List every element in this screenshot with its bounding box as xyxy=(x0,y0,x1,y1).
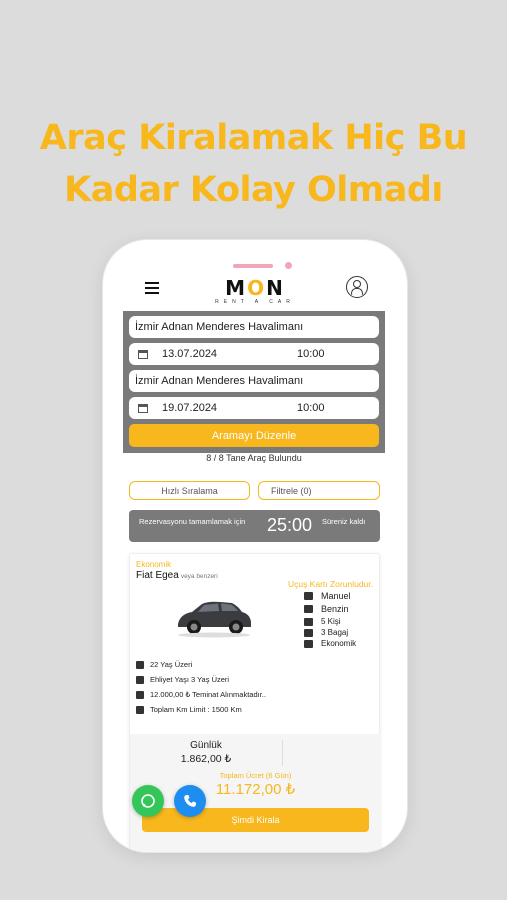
total-label: Toplam Ücret (6 Gün) xyxy=(219,771,292,780)
edit-search-button[interactable]: Aramayı Düzenle xyxy=(129,424,379,447)
camera-dot xyxy=(285,262,292,269)
car-class-icon xyxy=(304,640,313,648)
car-model: Fiat Egea veya benzeri xyxy=(136,570,218,581)
spec-seats: 5 Kişi xyxy=(304,616,356,627)
rental-conditions xyxy=(136,657,266,717)
results-count: 8 / 8 Tane Araç Bulundu xyxy=(206,453,302,463)
whatsapp-glyph xyxy=(140,793,156,809)
calendar-icon xyxy=(136,661,144,669)
phone-icon[interactable] xyxy=(174,785,206,817)
quick-sort-button[interactable]: Hızlı Sıralama xyxy=(129,481,250,500)
timer-clock: 25:00 xyxy=(267,515,313,535)
road-icon xyxy=(136,706,144,714)
user-icon[interactable] xyxy=(346,276,368,298)
return-date: 19.07.2024 xyxy=(162,402,218,414)
headline xyxy=(0,112,507,216)
spec-fuel: Benzin xyxy=(304,603,356,617)
pickup-date: 13.07.2024 xyxy=(162,348,218,360)
pickup-time[interactable]: 10:00 xyxy=(297,348,325,360)
speaker-notch xyxy=(233,264,273,268)
car-image xyxy=(174,594,254,638)
fuel-icon xyxy=(304,605,313,613)
car-card xyxy=(129,553,380,852)
price-divider xyxy=(282,740,283,766)
calendar-icon xyxy=(138,350,148,359)
return-location-field[interactable]: İzmir Adnan Menderes Havalimanı xyxy=(129,370,379,392)
calendar-icon xyxy=(138,404,148,413)
return-date-field[interactable] xyxy=(129,397,379,419)
logo[interactable] xyxy=(207,278,303,306)
logo-mark: MON xyxy=(225,276,285,300)
car-category: Ekonomik xyxy=(136,560,172,569)
daily-label: Günlük xyxy=(190,740,222,751)
flight-card-note: Uçuş Kartı Zorunludur. xyxy=(287,579,373,589)
spec-luggage: 3 Bagaj xyxy=(304,627,356,638)
car-specs xyxy=(304,589,356,649)
phone-glyph xyxy=(182,793,198,809)
reservation-timer xyxy=(129,510,380,542)
search-panel xyxy=(123,311,385,453)
people-icon xyxy=(304,618,313,626)
timer-right-text: Süreniz kaldı xyxy=(322,517,366,526)
menu-icon[interactable] xyxy=(145,282,159,294)
rent-now-button[interactable]: Şimdi Kirala xyxy=(142,808,369,832)
condition-license: Ehliyet Yaşı 3 Yaş Üzeri xyxy=(136,672,266,687)
gear-icon xyxy=(304,592,313,600)
timer-left-text: Rezervasyonu tamamlamak için xyxy=(139,517,246,526)
headline-line-1: Araç Kiralamak Hiç Bu xyxy=(39,118,468,158)
luggage-icon xyxy=(304,629,313,637)
pickup-date-field[interactable] xyxy=(129,343,379,365)
phone-frame xyxy=(103,240,407,852)
whatsapp-icon[interactable] xyxy=(132,785,164,817)
total-price: 11.172,00 ₺ xyxy=(215,781,296,798)
top-bar xyxy=(103,270,407,310)
daily-price: 1.862,00 ₺ xyxy=(180,753,232,765)
price-area xyxy=(130,734,381,852)
logo-subtitle: RENT A CAR xyxy=(215,299,295,305)
shield-icon xyxy=(136,691,144,699)
headline-line-2: Kadar Kolay Olmadı xyxy=(64,170,443,210)
pickup-location-field[interactable]: İzmir Adnan Menderes Havalimanı xyxy=(129,316,379,338)
condition-km-limit: Toplam Km Limit : 1500 Km xyxy=(136,702,266,717)
steering-icon xyxy=(136,676,144,684)
spec-class: Ekonomik xyxy=(304,638,356,649)
condition-age: 22 Yaş Üzeri xyxy=(136,657,266,672)
return-time[interactable]: 10:00 xyxy=(297,402,325,414)
spec-transmission: Manuel xyxy=(304,589,356,603)
filter-button[interactable]: Filtrele (0) xyxy=(258,481,380,500)
condition-deposit: 12.000,00 ₺ Teminat Alınmaktadır.. xyxy=(136,687,266,702)
